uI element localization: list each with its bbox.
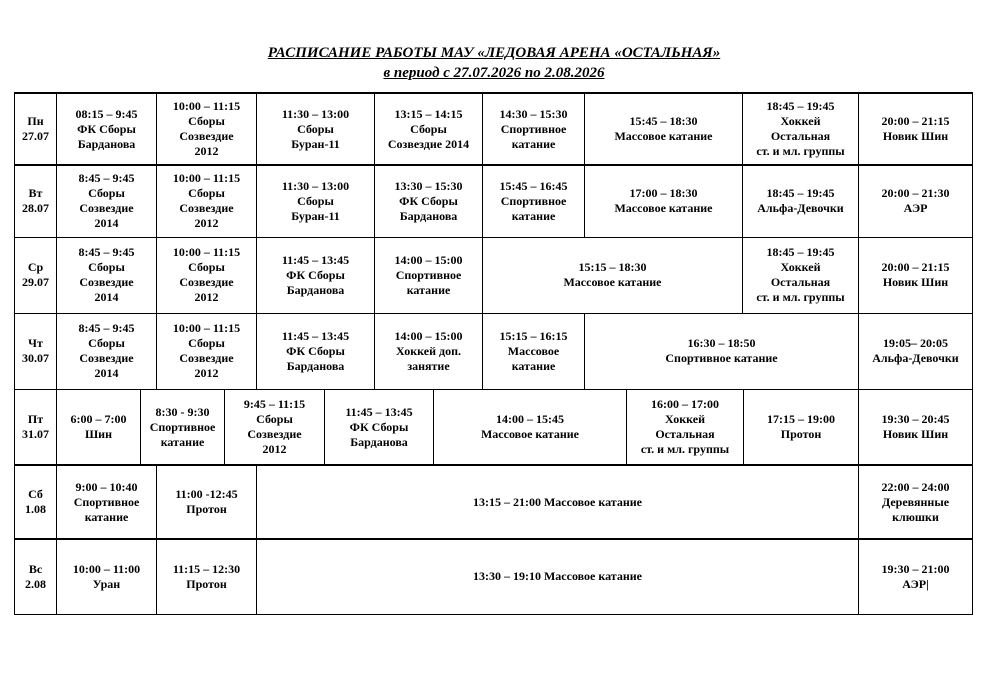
session-cell: [57, 313, 157, 389]
session-cell: [57, 539, 157, 614]
session-text: Барданова: [286, 282, 345, 297]
day-cell: [15, 313, 57, 389]
session-text: ФК Сборы: [286, 343, 345, 358]
session-text: Сборы: [297, 193, 334, 208]
session-text: ст. и мл. группы: [640, 442, 730, 456]
session-text: Спортивное: [500, 193, 567, 208]
session-text: клюшки: [892, 509, 939, 524]
session-cell: [375, 313, 483, 389]
session-text: Созвездие: [247, 427, 302, 441]
session-text: 14:00 – 15:00: [394, 328, 463, 343]
session-cell: [225, 389, 325, 465]
schedule-title: РАСПИСАНИЕ РАБОТЫ МАУ «ЛЕДОВАЯ АРЕНА «ОСТАЛЬНАЯ»: [267, 45, 721, 61]
session-text: Деревянные: [881, 494, 950, 509]
session-text: Спортивное катание: [665, 351, 778, 365]
session-text: катание: [160, 434, 205, 449]
session-text: 13:30 – 15:30: [394, 178, 463, 193]
session-text: 8:45 – 9:45: [78, 171, 135, 185]
session-text: Созвездие: [179, 275, 234, 289]
session-text: ФК Сборы: [77, 121, 136, 136]
session-cell: [257, 237, 375, 313]
session-text: 20:00 – 21:30: [881, 186, 950, 200]
session-text: 22:00 – 24:00: [881, 479, 950, 494]
session-text: Остальная: [770, 275, 831, 289]
table-rule: [14, 614, 973, 615]
day-label: Ср: [27, 260, 44, 274]
session-text: 11:45 – 13:45: [345, 404, 413, 419]
session-cell: [483, 237, 743, 313]
session-text: 11:15 – 12:30: [172, 561, 241, 576]
session-text: Новик Шин: [882, 275, 949, 289]
session-cell: [157, 165, 257, 237]
day-cell: [15, 93, 57, 165]
session-text: 2012: [194, 144, 219, 158]
session-text: 2014: [94, 216, 119, 230]
table-rule: [14, 389, 973, 390]
day-cell: [15, 465, 57, 539]
session-text: 10:00 – 11:15: [172, 171, 241, 185]
session-cell: [585, 313, 859, 389]
session-text: 16:00 – 17:00: [651, 397, 719, 411]
session-text: Альфа-Девочки: [757, 201, 844, 215]
session-text: 14:00 – 15:00: [394, 252, 463, 267]
schedule-row: [14, 389, 973, 465]
session-cell: [744, 389, 859, 465]
session-cell: [157, 465, 257, 539]
session-cell: [859, 313, 972, 389]
session-text: 13:15 – 14:15: [394, 106, 463, 121]
session-cell: [157, 237, 257, 313]
day-label: Чт: [28, 336, 43, 350]
table-rule: [14, 313, 973, 314]
schedule-row: [14, 465, 973, 539]
session-text: 14:00 – 15:45: [496, 412, 564, 426]
session-cell: [743, 165, 859, 237]
day-label: 27.07: [22, 129, 49, 143]
session-cell: [375, 165, 483, 237]
session-text: 2014: [94, 366, 119, 380]
session-text: ФК Сборы: [399, 193, 458, 208]
session-text: 15:45 – 16:45: [499, 178, 568, 193]
session-text: Спортивное: [500, 121, 567, 136]
session-text: 2012: [194, 366, 219, 380]
session-text: Хоккей: [780, 260, 821, 274]
session-text: Созвездие: [179, 351, 234, 365]
session-text: 19:05– 20:05: [883, 336, 948, 350]
session-text: Шин: [84, 427, 112, 441]
session-text: Спортивное: [73, 494, 140, 509]
session-text: Созвездие: [179, 129, 234, 143]
table-rule: [14, 237, 973, 238]
table-rule: [14, 538, 973, 540]
schedule-row: [14, 93, 973, 165]
session-text: Буран-11: [291, 208, 340, 223]
session-text: Массовое катание: [614, 201, 713, 215]
session-cell: [57, 237, 157, 313]
session-text: Остальная: [770, 129, 831, 143]
session-text: Новик Шин: [882, 427, 949, 441]
session-text: АЭР: [903, 201, 928, 215]
session-text: Барданова: [399, 208, 458, 223]
session-cell: [157, 539, 257, 614]
session-text: Созвездие: [79, 201, 134, 215]
schedule-row: [14, 237, 973, 313]
session-text: Сборы: [410, 121, 447, 136]
session-text: 11:00 -12:45: [175, 487, 238, 501]
session-text: 2012: [194, 216, 219, 230]
session-text: Новик Шин: [882, 129, 949, 143]
session-text: 8:30 - 9:30: [155, 404, 210, 419]
session-text: Созвездие: [79, 351, 134, 365]
session-text: Остальная: [655, 427, 715, 441]
session-text: 13:30 – 19:10 Массовое катание: [472, 569, 642, 583]
session-text: 11:30 – 13:00: [281, 178, 350, 193]
session-text: 9:00 – 10:40: [75, 479, 138, 494]
session-text: Барданова: [286, 358, 345, 373]
session-text: Альфа-Девочки: [872, 351, 959, 365]
session-text: ФК Сборы: [286, 267, 345, 282]
session-text: Массовое катание: [563, 275, 662, 289]
session-text: 10:00 – 11:15: [172, 321, 241, 335]
session-text: катание: [511, 358, 556, 373]
session-text: 18:45 – 19:45: [766, 245, 835, 259]
day-cell: [15, 165, 57, 237]
day-label: 1.08: [25, 502, 46, 516]
session-text: 6:00 – 7:00: [70, 412, 127, 426]
session-text: Буран-11: [291, 136, 340, 151]
session-text: 19:30 – 20:45: [881, 412, 950, 426]
session-text: Спортивное: [149, 419, 216, 434]
session-cell: [375, 93, 483, 165]
session-text: Хоккей: [780, 114, 821, 128]
schedule-row: [14, 165, 973, 237]
session-cell: [585, 93, 743, 165]
session-text: ст. и мл. группы: [756, 144, 845, 158]
session-text: 20:00 – 21:15: [881, 260, 950, 274]
day-label: 28.07: [22, 201, 49, 215]
session-cell: [859, 165, 972, 237]
session-text: 16:30 – 18:50: [687, 336, 756, 350]
session-text: 2012: [262, 442, 287, 456]
session-cell: [627, 389, 744, 465]
session-text: Сборы: [188, 336, 225, 350]
session-text: 18:45 – 19:45: [766, 186, 835, 200]
session-cell: [157, 313, 257, 389]
session-text: Сборы: [188, 260, 225, 274]
session-text: ФК Сборы: [349, 419, 409, 434]
session-text: 11:45 – 13:45: [281, 252, 350, 267]
session-text: Протон: [186, 576, 227, 591]
day-label: 30.07: [22, 351, 49, 365]
session-text: Созвездие 2014: [387, 136, 470, 151]
session-cell: [859, 93, 972, 165]
day-label: 31.07: [22, 427, 49, 441]
table-rule: [14, 92, 973, 94]
day-label: Вт: [28, 186, 43, 200]
schedule-row: [14, 539, 973, 614]
schedule-period: в период с 27.07.2026 по 2.08.2026: [383, 65, 605, 81]
session-text: Созвездие: [79, 275, 134, 289]
schedule-row: [14, 313, 973, 389]
day-label: 29.07: [22, 275, 49, 289]
session-cell: [483, 93, 585, 165]
session-text: Сборы: [88, 336, 125, 350]
session-cell: [859, 465, 972, 539]
session-text: Спортивное: [395, 267, 462, 282]
session-cell: [57, 93, 157, 165]
table-rule: [14, 164, 973, 166]
session-text: 15:15 – 16:15: [499, 328, 568, 343]
session-text: АЭР|: [902, 576, 929, 591]
session-text: 11:45 – 13:45: [281, 328, 350, 343]
session-text: 9:45 – 11:15: [243, 397, 306, 411]
session-cell: [141, 389, 225, 465]
session-text: Уран: [92, 576, 121, 591]
session-text: Созвездие: [179, 201, 234, 215]
session-text: 15:15 – 18:30: [578, 260, 647, 274]
session-cell: [434, 389, 627, 465]
day-label: Вс: [28, 561, 43, 576]
day-label: Сб: [28, 487, 43, 501]
session-text: Хоккей доп.: [395, 343, 462, 358]
session-text: Протон: [186, 502, 227, 516]
session-cell: [257, 539, 859, 614]
session-text: 17:00 – 18:30: [629, 186, 698, 200]
session-text: катание: [511, 136, 556, 151]
session-text: Сборы: [88, 186, 125, 200]
session-text: Сборы: [188, 114, 225, 128]
session-cell: [743, 93, 859, 165]
session-text: 08:15 – 9:45: [75, 106, 138, 121]
day-cell: [15, 237, 57, 313]
session-text: 2014: [94, 290, 119, 304]
session-text: ст. и мл. группы: [756, 290, 845, 304]
day-cell: [15, 539, 57, 614]
session-text: Массовое катание: [480, 427, 580, 441]
session-text: Хоккей: [664, 412, 706, 426]
session-text: 18:45 – 19:45: [766, 99, 835, 113]
session-text: Барданова: [77, 136, 136, 151]
session-text: Протон: [780, 427, 822, 441]
day-label: Пн: [27, 114, 44, 128]
session-text: 15:45 – 18:30: [629, 114, 698, 128]
session-cell: [859, 389, 972, 465]
day-label: 2.08: [25, 576, 46, 591]
session-text: 14:30 – 15:30: [499, 106, 568, 121]
session-cell: [57, 389, 141, 465]
session-cell: [57, 165, 157, 237]
session-cell: [859, 539, 972, 614]
day-cell: [15, 389, 57, 465]
session-cell: [257, 313, 375, 389]
session-cell: [257, 165, 375, 237]
day-label: Пт: [27, 412, 44, 426]
session-text: 2012: [194, 290, 219, 304]
session-text: Сборы: [297, 121, 334, 136]
session-text: Сборы: [188, 186, 225, 200]
session-text: 10:00 – 11:15: [172, 245, 241, 259]
session-cell: [483, 313, 585, 389]
session-cell: [325, 389, 434, 465]
session-text: Барданова: [350, 434, 408, 449]
session-cell: [743, 237, 859, 313]
session-text: 8:45 – 9:45: [78, 245, 135, 259]
session-text: катание: [84, 509, 129, 524]
session-text: катание: [406, 282, 451, 297]
session-text: 20:00 – 21:15: [881, 114, 950, 128]
session-cell: [57, 465, 157, 539]
session-cell: [257, 93, 375, 165]
session-text: 17:15 – 19:00: [767, 412, 835, 426]
session-text: 19:30 – 21:00: [881, 561, 950, 576]
session-cell: [859, 237, 972, 313]
session-cell: [157, 93, 257, 165]
session-cell: [375, 237, 483, 313]
session-text: Сборы: [88, 260, 125, 274]
session-text: 10:00 – 11:15: [172, 99, 241, 113]
session-cell: [257, 465, 859, 539]
session-text: Массовое: [507, 343, 560, 358]
session-text: 13:15 – 21:00 Массовое катание: [472, 494, 642, 509]
session-cell: [483, 165, 585, 237]
session-text: 11:30 – 13:00: [281, 106, 350, 121]
session-text: 8:45 – 9:45: [78, 321, 135, 335]
session-text: Массовое катание: [614, 129, 713, 143]
session-cell: [585, 165, 743, 237]
session-text: 10:00 – 11:00: [72, 561, 141, 576]
session-text: Сборы: [256, 412, 293, 426]
session-text: занятие: [407, 358, 450, 373]
session-text: катание: [511, 208, 556, 223]
table-rule: [14, 464, 973, 466]
